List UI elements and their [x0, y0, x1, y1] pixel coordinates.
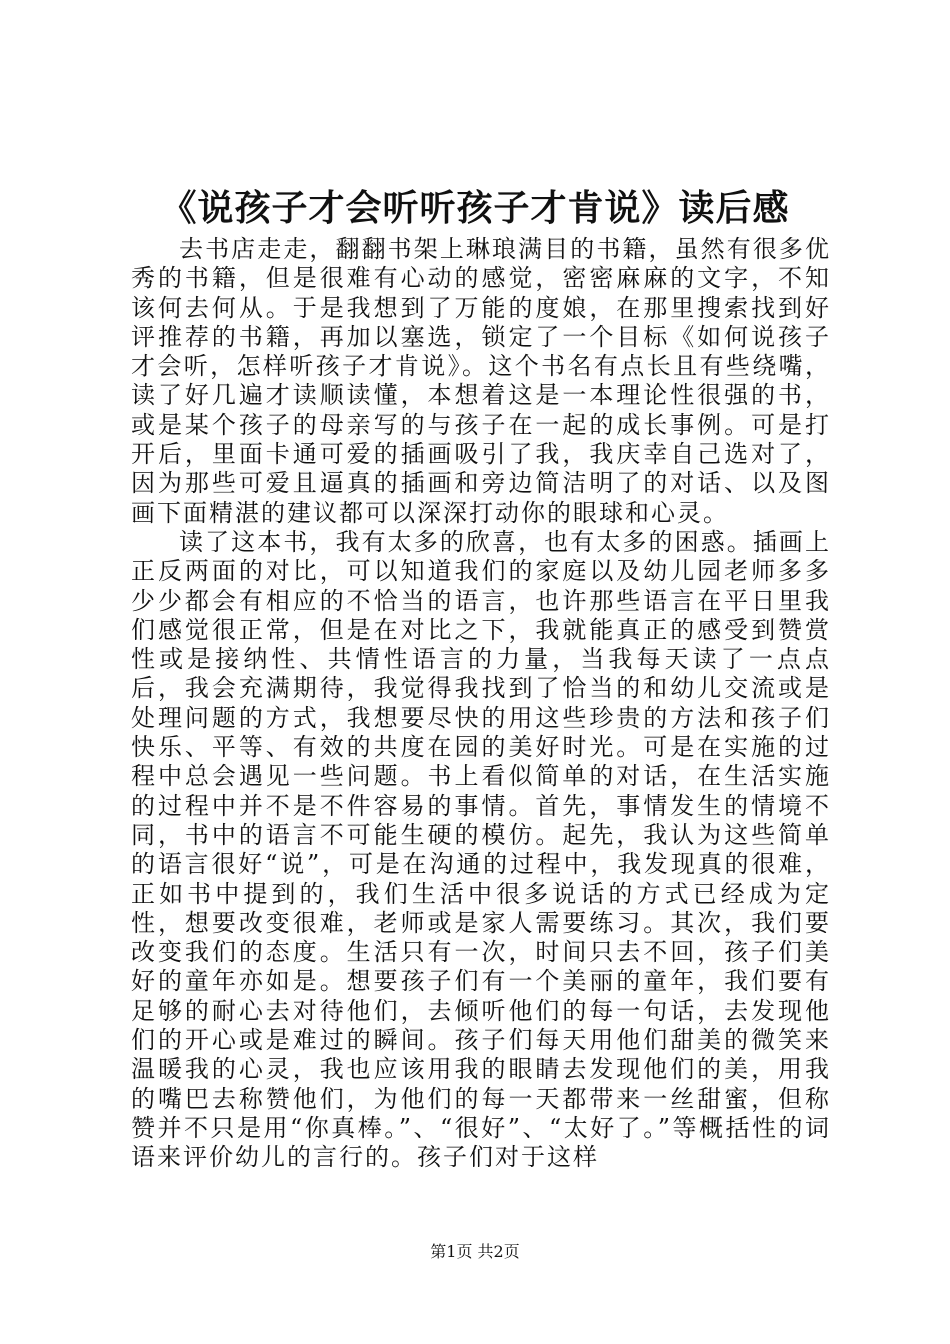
document-body: [131, 235, 831, 1173]
page-number: 第1页: [430, 1242, 473, 1261]
paragraph-1: 去书店走走，翻翻书架上琳琅满目的书籍，虽然有很多优秀的书籍，但是很难有心动的感觉，密密麻麻的文字，不知该何去何从。于是我想到了万能的度娘，在那里搜索找到好评推荐的书籍，再加以塞选，锁定了一个目标《如何说孩子才会听，怎样听孩子才肯说》。这个书名有点长且有些绕嘴，读了好几遍才读顺读懂，本想着这是一本理论性很强的书，或是某个孩子的母亲写的与孩子在一起的成长事例。可是打开后，里面卡通可爱的插画吸引了我，我庆幸自己选对了，因为那些可爱且逼真的插画和旁边简洁明了的对话、以及图画下面精湛的建议都可以深深打动你的眼球和心灵。: [131, 235, 831, 527]
document-title: 《说孩子才会听听孩子才肯说》读后感: [160, 187, 790, 229]
page-total: 共2页: [477, 1242, 520, 1261]
page-footer: [0, 1242, 950, 1262]
paragraph-2: 读了这本书，我有太多的欣喜，也有太多的困惑。插画上正反两面的对比，可以知道我们的家庭以及幼儿园老师多多少少都会有相应的不恰当的语言，也许那些语言在平日里我们感觉很正常，但是在对比之下，我就能真正的感受到赞赏性或是接纳性、共情性语言的力量，当我每天读了一点点后，我会充满期待，我觉得我找到了恰当的和幼儿交流或是处理问题的方式，我想要尽快的用这些珍贵的方法和孩子们快乐、平等、有效的共度在园的美好时光。可是在实施的过程中总会遇见一些问题。书上看似简单的对话，在生活实施的过程中并不是不件容易的事情。首先，事情发生的情境不同，书中的语言不可能生硬的模仿。起先，我认为这些简单的语言很好“说”，可是在沟通的过程中，我发现真的很难，正如书中提到的，我们生活中很多说话的方式已经成为定性，想要改变很难，老师或是家人需要练习。其次，我们要改变我们的态度。生活只有一次，时间只去不回，孩子们美好的童年亦如是。想要孩子们有一个美丽的童年，我们要有足够的耐心去对待他们，去倾听他们的每一句话，去发现他们的开心或是难过的瞬间。孩子们每天用他们甜美的微笑来温暖我的心灵，我也应该用我的眼睛去发现他们的美，用我的嘴巴去称赞他们，为他们的每一天都带来一丝甜蜜，但称赞并不只是用“你真棒。”、“很好”、“太好了。”等概括性的词语来评价幼儿的言行的。孩子们对于这样: [131, 527, 831, 1172]
